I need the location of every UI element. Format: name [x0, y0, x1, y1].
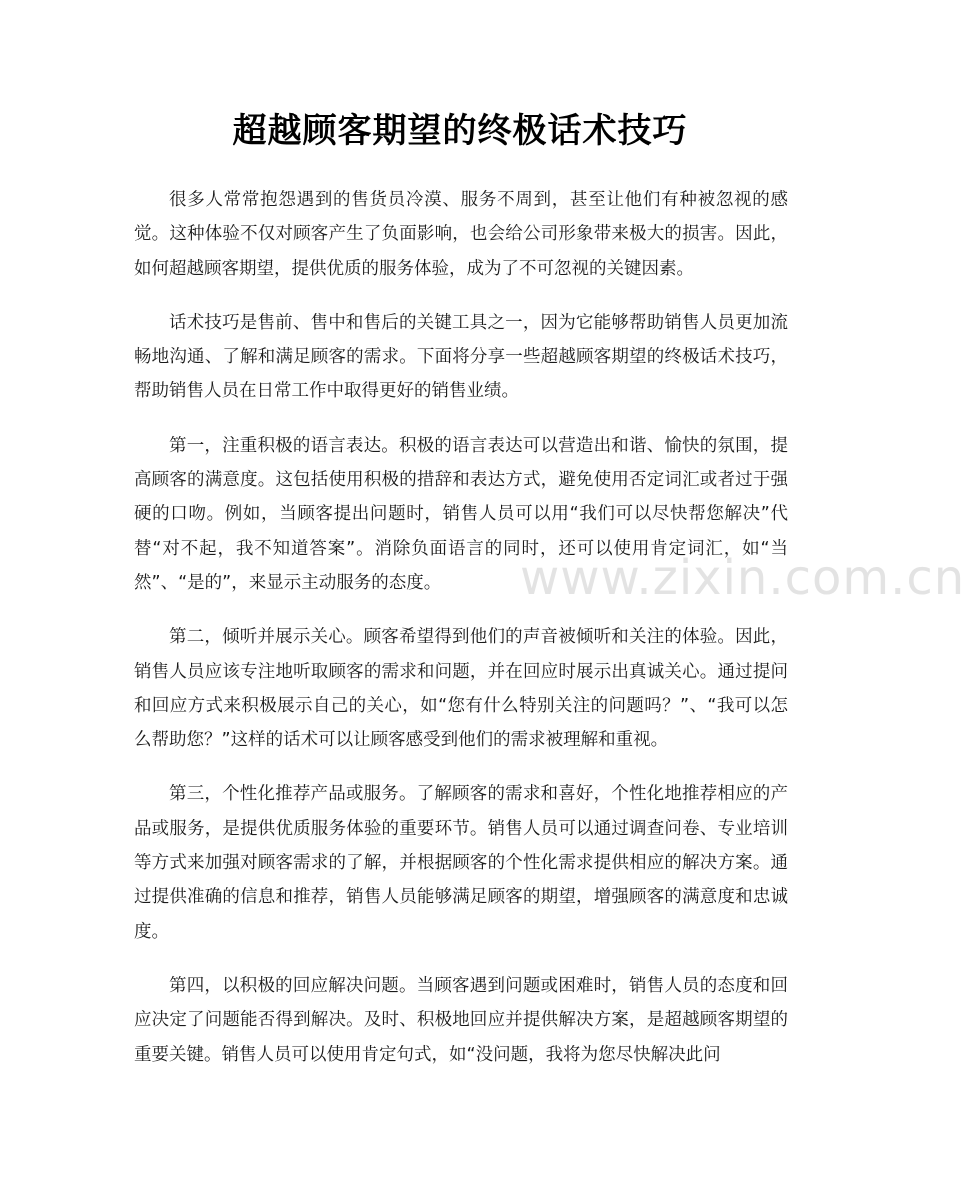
- document-title: 超越顾客期望的终极话术技巧: [232, 111, 688, 151]
- paragraph-intro: 很多人常常抱怨遇到的售货员冷漠、服务不周到，甚至让他们有种被忽视的感觉。这种体验不仅对顾客产生了负面影响，也会给公司形象带来极大的损害。因此，如何超越顾客期望，提供优质的服务体验，成为了不可忽视的关键因素。: [134, 190, 788, 279]
- paragraph-third-tip: 第三，个性化推荐产品或服务。了解顾客的需求和喜好，个性化地推荐相应的产品或服务，是提供优质服务体验的重要环节。销售人员可以通过调查问卷、专业培训等方式来加强对顾客需求的了解，并根据顾客的个性化需求提供相应的解决方案。通过提供准确的信息和推荐，销售人员能够满足顾客的期望，增强顾客的满意度和忠诚度。: [134, 784, 788, 942]
- paragraph-overview: 话术技巧是售前、售中和售后的关键工具之一，因为它能够帮助销售人员更加流畅地沟通、了解和满足顾客的需求。下面将分享一些超越顾客期望的终极话术技巧，帮助销售人员在日常工作中取得更好的销售业绩。: [134, 312, 788, 402]
- paragraph-second-tip: 第二，倾听并展示关心。顾客希望得到他们的声音被倾听和关注的体验。因此，销售人员应该专注地听取顾客的需求和问题，并在回应时展示出真诚关心。通过提问和回应方式来积极展示自己的关心，如“您有什么特别关注的问题吗？”、“我可以怎么帮助您？”这样的话术可以让顾客感受到他们的需求被理解和重视。: [134, 627, 788, 751]
- document-body: [134, 183, 788, 1092]
- watermark: www.zixin.com.cn: [520, 550, 965, 606]
- paragraph-first-tip: 第一，注重积极的语言表达。积极的语言表达可以营造出和谐、愉快的氛围，提高顾客的满意度。这包括使用积极的措辞和表达方式，避免使用否定词汇或者过于强硬的口吻。例如，当顾客提出问题时，销售人员可以用“我们可以尽快帮您解决”代替“对不起，我不知道答案”。消除负面语言的同时，还可以使用肯定词汇，如“当然”、“是的”，来显示主动服务的态度。: [134, 435, 788, 593]
- paragraph-fourth-tip: 第四，以积极的回应解决问题。当顾客遇到问题或困难时，销售人员的态度和回应决定了问题能否得到解决。及时、积极地回应并提供解决方案，是超越顾客期望的重要关键。销售人员可以使用肯定句式，如“没问题，我将为您尽快解决此问: [134, 975, 788, 1065]
